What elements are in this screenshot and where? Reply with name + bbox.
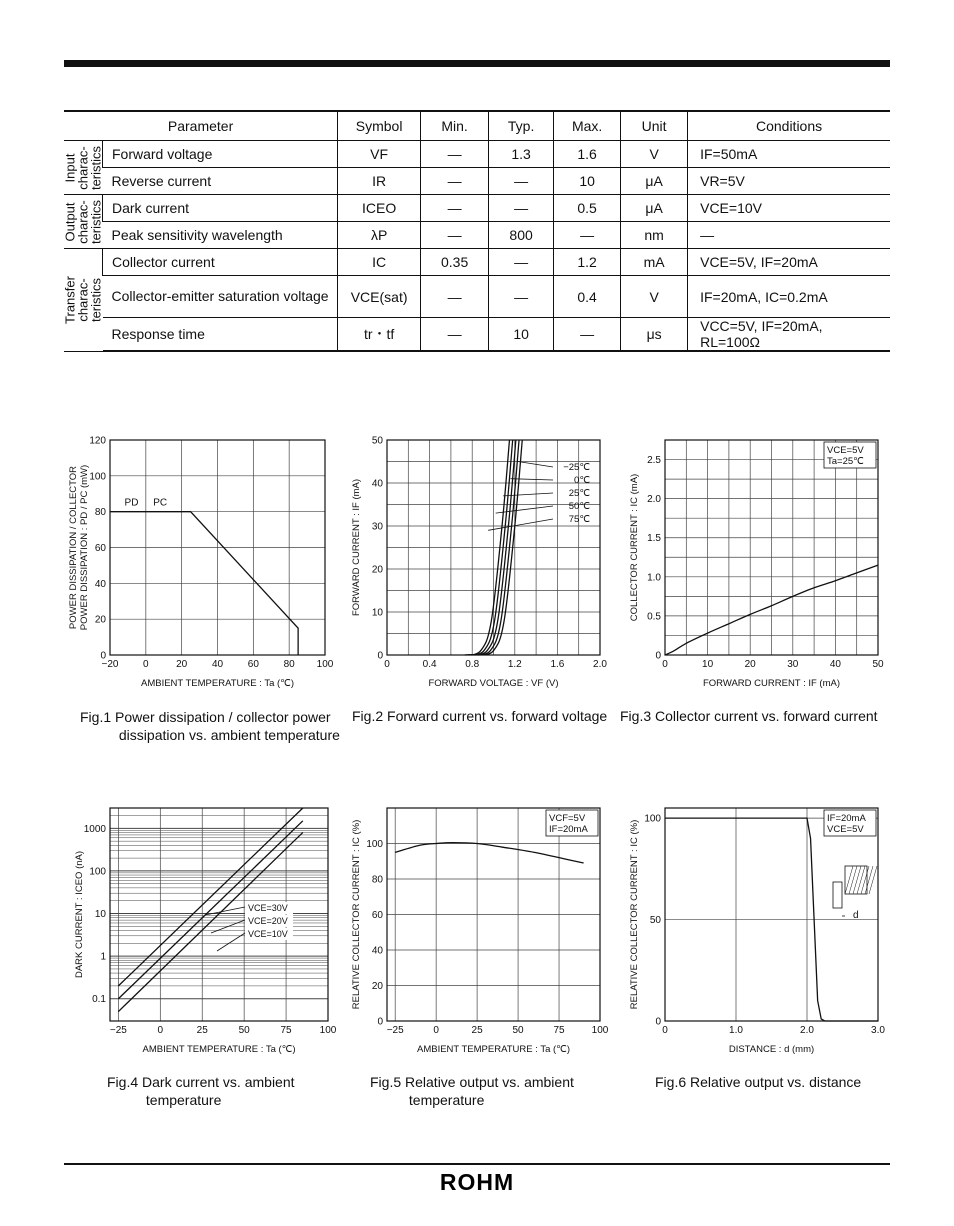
x-tick-label: 60 <box>247 659 259 670</box>
y-tick-label: 0 <box>655 1016 661 1028</box>
series-label: 0℃ <box>574 475 590 486</box>
group-label: Transfer charac- teristics <box>62 275 104 324</box>
x-axis-label: FORWARD CURRENT : IF (mA) <box>702 678 841 689</box>
series-label: −25℃ <box>563 462 590 473</box>
y-tick-label: 10 <box>371 607 383 619</box>
x-axis-label: FORWARD VOLTAGE : VF (V) <box>428 678 559 689</box>
y-tick-label: 0 <box>377 1016 383 1028</box>
cell-conditions: IF=20mA, IC=0.2mA <box>688 276 890 318</box>
x-tick-label: 20 <box>744 659 756 670</box>
cell-typ: — <box>489 195 554 222</box>
plot-area <box>351 808 609 1055</box>
cell-conditions: VCE=5V, IF=20mA <box>688 249 890 276</box>
col-conditions: Conditions <box>688 111 890 141</box>
y-tick-label: 1.0 <box>647 572 661 584</box>
cell-symbol: IC <box>338 249 421 276</box>
x-axis-label: AMBIENT TEMPERATURE : Ta (℃) <box>140 678 295 689</box>
y-tick-label: 80 <box>371 874 383 886</box>
cell-typ: 10 <box>489 318 554 352</box>
y-tick-label: 1000 <box>83 823 106 835</box>
table-row <box>64 195 890 222</box>
cell-min: 0.35 <box>421 249 489 276</box>
cell-parameter: Response time <box>103 318 338 352</box>
x-tick-label: 1.2 <box>507 659 522 670</box>
x-tick-label: 50 <box>238 1025 250 1036</box>
y-tick-label: 0 <box>377 650 383 662</box>
cell-max: — <box>554 222 621 249</box>
cell-max: 0.4 <box>554 276 621 318</box>
y-tick-label: 2.0 <box>647 494 661 506</box>
cell-typ: — <box>489 168 554 195</box>
legend-entry: VCF=5V <box>549 813 586 824</box>
y-tick-label: 40 <box>371 478 383 490</box>
chart-fig4 <box>70 798 340 1060</box>
x-tick-label: 75 <box>280 1025 292 1036</box>
y-axis-label: COLLECTOR CURRENT : IC (mA) <box>629 473 640 622</box>
y-tick-label: 100 <box>644 813 661 825</box>
x-tick-label: 30 <box>787 659 799 670</box>
group-transfer <box>64 249 103 352</box>
x-tick-label: 100 <box>316 659 334 670</box>
y-tick-label: 50 <box>371 436 383 447</box>
legend-entry: Ta=25℃ <box>827 456 864 467</box>
y-tick-label: 20 <box>371 564 383 576</box>
y-tick-label: 40 <box>371 945 383 957</box>
col-parameter: Parameter <box>64 111 338 141</box>
y-axis-label: POWER DISSIPATION / COLLECTOR <box>68 465 79 630</box>
series-label: VCE=20V <box>248 916 288 926</box>
chart-fig3 <box>620 436 890 696</box>
caption-fig2: Fig.2 Forward current vs. forward voltage <box>352 708 608 724</box>
x-tick-label: −25 <box>109 1025 127 1036</box>
x-tick-label: 0 <box>143 659 149 670</box>
cell-symbol: λP <box>338 222 421 249</box>
x-tick-label: 50 <box>872 659 884 670</box>
legend-entry: IF=20mA <box>827 813 866 824</box>
cell-conditions: — <box>688 222 890 249</box>
chart-fig1 <box>60 436 335 696</box>
leader-line <box>511 479 553 480</box>
cell-max: 1.6 <box>554 141 621 168</box>
legend-entry: VCE=5V <box>827 445 864 456</box>
group-output <box>64 195 103 249</box>
col-unit: Unit <box>621 111 688 141</box>
cell-symbol: VCE(sat) <box>338 276 421 318</box>
y-axis-label: RELATIVE COLLECTOR CURRENT : IC (%) <box>351 819 362 1010</box>
x-tick-label: 20 <box>176 659 188 670</box>
x-tick-label: 100 <box>319 1025 337 1036</box>
cell-typ: — <box>489 249 554 276</box>
cell-parameter: Dark current <box>103 195 338 222</box>
x-tick-label: 0.8 <box>465 659 480 670</box>
x-axis-label: AMBIENT TEMPERATURE : Ta (℃) <box>142 1044 296 1055</box>
y-tick-label: 120 <box>89 436 106 447</box>
x-tick-label: 25 <box>196 1025 208 1036</box>
x-tick-label: 1.0 <box>729 1025 743 1036</box>
cell-unit: μA <box>621 168 688 195</box>
cell-min: — <box>421 318 489 352</box>
x-tick-label: 0 <box>384 659 390 670</box>
rohm-logo <box>432 1171 522 1193</box>
cell-symbol: IR <box>338 168 421 195</box>
chart-fig5 <box>345 798 610 1060</box>
x-tick-label: 0 <box>157 1025 164 1036</box>
x-tick-label: 1.6 <box>550 659 565 670</box>
cell-parameter: Peak sensitivity wavelength <box>103 222 338 249</box>
table-row <box>64 141 890 168</box>
cell-typ: 800 <box>489 222 554 249</box>
leader-line <box>518 462 553 468</box>
x-tick-label: 75 <box>553 1025 565 1036</box>
cell-parameter: Reverse current <box>103 168 338 195</box>
x-tick-label: 3.0 <box>871 1025 885 1036</box>
caption-fig1: Fig.1 Power dissipation / collector power dissipation vs. ambient temperature <box>80 709 340 743</box>
cell-conditions: VR=5V <box>688 168 890 195</box>
cell-symbol: tr・tf <box>338 318 421 352</box>
cell-typ: 1.3 <box>489 141 554 168</box>
x-tick-label: 2.0 <box>800 1025 814 1036</box>
cell-conditions: IF=50mA <box>688 141 890 168</box>
table-row <box>64 222 890 249</box>
caption-fig6: Fig.6 Relative output vs. distance <box>655 1074 862 1090</box>
x-tick-label: −20 <box>101 659 119 670</box>
y-tick-label: 0 <box>655 650 661 662</box>
cell-min: — <box>421 168 489 195</box>
col-symbol: Symbol <box>338 111 421 141</box>
hatch-line <box>869 866 877 894</box>
cell-symbol: ICEO <box>338 195 421 222</box>
cell-typ: — <box>489 276 554 318</box>
logo-text: ROHM <box>439 1171 515 1193</box>
y-tick-label: 20 <box>371 981 383 992</box>
caption-fig5: Fig.5 Relative output vs. ambient temperature <box>370 1074 574 1108</box>
cell-unit: nm <box>621 222 688 249</box>
y-tick-label: 50 <box>649 915 661 927</box>
series-label: VCE=10V <box>248 929 288 939</box>
y-tick-label: 60 <box>371 910 383 921</box>
y-axis-label: FORWARD CURRENT : IF (mA) <box>351 478 362 617</box>
footer-rule <box>64 1163 890 1165</box>
y-axis-label: RELATIVE COLLECTOR CURRENT : IC (%) <box>629 819 640 1010</box>
col-max: Max. <box>554 111 621 141</box>
y-axis-label: DARK CURRENT : ICEO (nA) <box>74 850 85 979</box>
caption-fig4: Fig.4 Dark current vs. ambient temperature <box>107 1074 295 1108</box>
col-min: Min. <box>421 111 489 141</box>
x-tick-label: 25 <box>471 1025 483 1036</box>
table-row <box>64 318 890 352</box>
plot-area <box>629 808 885 1055</box>
x-tick-label: 0.4 <box>422 659 437 670</box>
cell-min: — <box>421 141 489 168</box>
series-label: 75℃ <box>568 514 590 525</box>
x-tick-label: −25 <box>386 1025 404 1036</box>
y-tick-label: 100 <box>366 839 383 850</box>
x-tick-label: 40 <box>829 659 841 670</box>
y-tick-label: 60 <box>94 543 106 554</box>
cell-unit: μA <box>621 195 688 222</box>
y-tick-label: 1 <box>100 951 106 963</box>
y-axis-label: POWER DISSIPATION : PD / PC (mW) <box>79 464 90 631</box>
cell-parameter: Collector current <box>103 249 338 276</box>
leader-line <box>488 519 553 530</box>
cell-conditions: VCC=5V, IF=20mA, RL=100Ω <box>688 318 890 352</box>
leader-line <box>503 493 553 496</box>
legend-entry: VCE=5V <box>827 824 864 835</box>
series-label: 25℃ <box>568 488 590 499</box>
inset-sensor <box>833 882 842 908</box>
series-label: 50℃ <box>568 501 590 512</box>
plot-frame <box>665 808 878 1021</box>
series-line <box>395 843 583 863</box>
group-input <box>64 141 103 195</box>
y-tick-label: 40 <box>94 578 106 590</box>
x-tick-label: 80 <box>283 659 295 670</box>
x-tick-label: 40 <box>211 659 224 670</box>
cell-min: — <box>421 276 489 318</box>
y-tick-label: 100 <box>89 866 106 878</box>
cell-min: — <box>421 222 489 249</box>
x-tick-label: 0 <box>662 659 668 670</box>
chart-fig6 <box>620 798 890 1060</box>
plot-area <box>351 436 607 689</box>
y-tick-label: 10 <box>94 909 106 921</box>
legend-entry: IF=20mA <box>549 824 588 835</box>
cell-max: 10 <box>554 168 621 195</box>
electrical-characteristics-table <box>64 110 890 352</box>
inset-label: d <box>853 910 859 921</box>
y-tick-label: 2.5 <box>647 455 661 467</box>
group-label: Output charac- teristics <box>62 199 104 244</box>
plot-area <box>629 440 884 689</box>
y-tick-label: 80 <box>94 507 106 519</box>
y-tick-label: 30 <box>371 521 383 533</box>
x-tick-label: 50 <box>512 1025 524 1036</box>
y-tick-label: 0.1 <box>92 994 106 1006</box>
plot-area <box>68 436 334 689</box>
label-pc: PC <box>153 497 168 509</box>
cell-parameter: Forward voltage <box>103 141 338 168</box>
x-axis-label: AMBIENT TEMPERATURE : Ta (℃) <box>416 1044 571 1055</box>
y-tick-label: 100 <box>89 471 106 483</box>
table-row <box>64 249 890 276</box>
x-tick-label: 100 <box>591 1025 609 1036</box>
cell-unit: V <box>621 141 688 168</box>
y-tick-label: 20 <box>94 614 106 626</box>
y-tick-label: 0 <box>100 650 106 662</box>
cell-symbol: VF <box>338 141 421 168</box>
label-pd: PD <box>124 497 139 509</box>
cell-unit: mA <box>621 249 688 276</box>
y-tick-label: 1.5 <box>647 533 661 545</box>
cell-max: 0.5 <box>554 195 621 222</box>
x-axis-label: DISTANCE : d (mm) <box>728 1044 815 1055</box>
plot-area <box>74 808 337 1055</box>
caption-fig3: Fig.3 Collector current vs. forward current <box>620 708 878 724</box>
group-label: Input charac- teristics <box>62 145 104 190</box>
x-tick-label: 2.0 <box>593 659 607 670</box>
x-tick-label: 0 <box>433 1025 439 1036</box>
col-typ: Typ. <box>489 111 554 141</box>
x-tick-label: 0 <box>662 1025 668 1036</box>
series-label: VCE=30V <box>248 903 288 913</box>
chart-fig2 <box>345 436 610 696</box>
table-row <box>64 276 890 318</box>
cell-max: 1.2 <box>554 249 621 276</box>
cell-conditions: VCE=10V <box>688 195 890 222</box>
cell-unit: μs <box>621 318 688 352</box>
table-row <box>64 168 890 195</box>
cell-unit: V <box>621 276 688 318</box>
table-header-row <box>64 111 890 141</box>
cell-parameter: Collector-emitter saturation voltage <box>103 276 338 318</box>
x-tick-label: 10 <box>702 659 714 670</box>
cell-min: — <box>421 195 489 222</box>
cell-max: — <box>554 318 621 352</box>
y-tick-label: 0.5 <box>647 611 661 623</box>
header-rule <box>64 60 890 67</box>
